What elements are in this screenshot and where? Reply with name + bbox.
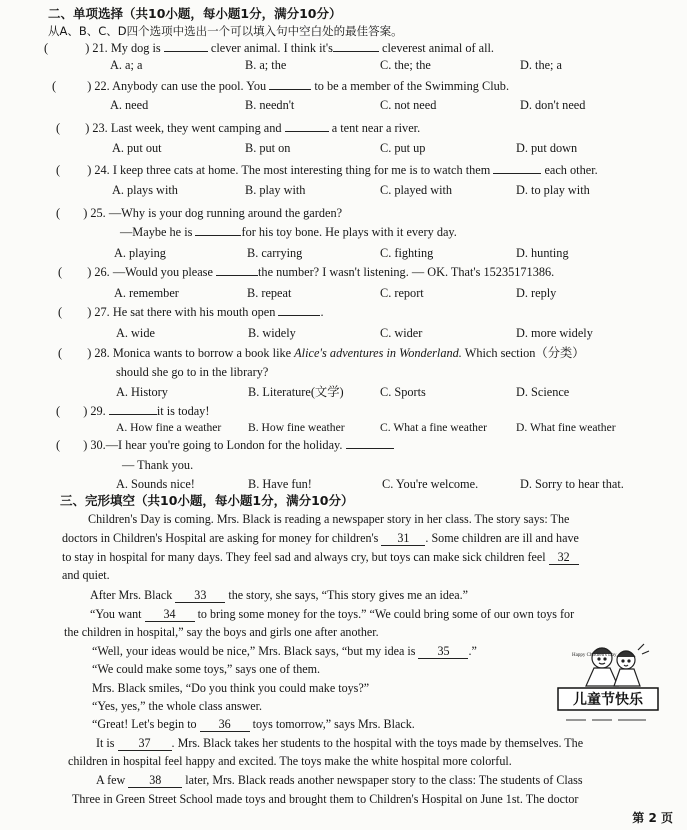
blank-36[interactable]: 36 <box>200 718 250 732</box>
passage-line <box>90 606 574 622</box>
page-number: 第 2 页 <box>632 811 673 825</box>
blank[interactable] <box>278 315 320 316</box>
paren-close: ) <box>85 121 90 135</box>
passage-line <box>62 549 579 565</box>
blank-38[interactable]: 38 <box>128 774 182 788</box>
blank[interactable] <box>346 448 394 449</box>
passage-line: Children's Day is coming. Mrs. Black is reading a newspaper story in her class. The story says: The <box>88 512 570 526</box>
book-title: Alice's adventures in Wonderland. <box>294 346 462 360</box>
passage-line: and quiet. <box>62 568 110 582</box>
option-a[interactable]: A. plays with <box>112 183 178 197</box>
paren-close: ) <box>87 79 92 93</box>
blank[interactable] <box>493 173 541 174</box>
paren-close: ) <box>83 438 88 452</box>
section2-instruction: 从A、B、C、D四个选项中选出一个可以填入句中空白处的最佳答案。 <box>48 24 403 38</box>
blank[interactable] <box>195 235 241 236</box>
paren-open: ( <box>58 265 63 279</box>
question-26 <box>58 265 554 280</box>
stem: 23. Last week, they went camping and <box>92 121 285 135</box>
passage-line <box>96 772 583 788</box>
option-c[interactable]: C. put up <box>380 141 426 155</box>
text: A few <box>96 773 129 787</box>
option-d[interactable]: D. put down <box>516 141 578 155</box>
stem: a tent near a river. <box>331 121 421 135</box>
option-c[interactable]: C. What a fine weather <box>380 421 487 434</box>
stem: 25. —Why is your dog running around the garden? <box>90 206 343 220</box>
blank[interactable] <box>285 131 329 132</box>
stem: it is today! <box>156 404 210 418</box>
stem: Which section（分类） <box>461 346 585 360</box>
question-27 <box>58 305 324 320</box>
option-c[interactable]: C. not need <box>380 98 437 112</box>
blank[interactable] <box>216 275 258 276</box>
blank-35[interactable]: 35 <box>418 645 468 659</box>
stem: cleverest animal of all. <box>382 41 495 55</box>
illustration-top-text: Happy Children's Day <box>572 653 617 658</box>
passage-line: “We could make some toys,” says one of them. <box>92 662 321 676</box>
option-a[interactable]: A. a; a <box>110 58 143 72</box>
stem: 27. He sat there with his mouth open <box>94 305 279 319</box>
question-22 <box>52 79 509 94</box>
option-b[interactable]: B. How fine weather <box>248 421 345 434</box>
blank-34[interactable]: 34 <box>145 608 195 622</box>
paren-close: ) <box>87 305 92 319</box>
option-c[interactable]: C. fighting <box>380 246 434 260</box>
question-24 <box>56 163 598 178</box>
paren-open: ( <box>56 438 61 452</box>
option-c[interactable]: C. the; the <box>380 58 431 72</box>
option-d[interactable]: D. the; a <box>520 58 563 72</box>
paren-open: ( <box>56 206 61 220</box>
blank[interactable] <box>333 51 379 52</box>
text: . Some children are ill and have <box>425 531 579 545</box>
paren-open: ( <box>44 41 49 55</box>
stem: 28. Monica wants to borrow a book like <box>94 346 295 360</box>
text: the story, she says, “This story gives me an idea.” <box>225 588 469 602</box>
paren-close: ) <box>87 163 92 177</box>
option-a[interactable]: A. playing <box>114 246 166 260</box>
stem: clever animal. I think it's <box>210 41 333 55</box>
option-b[interactable]: B. Literature(文学) <box>248 385 344 399</box>
option-a[interactable]: A. How fine a weather <box>116 421 222 434</box>
option-b[interactable]: B. play with <box>245 183 306 197</box>
option-d[interactable]: D. to play with <box>516 183 590 197</box>
passage-line: children in hospital feel happy and excited. The toys make the white hospital more colorful. <box>68 754 512 768</box>
text: toys tomorrow,” says Mrs. Black. <box>249 717 415 731</box>
option-c[interactable]: C. wider <box>380 326 423 340</box>
stem: 26. —Would you please <box>94 265 216 279</box>
option-b[interactable]: B. Have fun! <box>248 477 312 491</box>
paren-close: ) <box>87 265 92 279</box>
stem: 24. I keep three cats at home. The most interesting thing for me is to watch them <box>94 163 494 177</box>
option-b[interactable]: B. put on <box>245 141 291 155</box>
passage-line <box>90 587 468 603</box>
option-c[interactable]: C. Sports <box>380 385 426 399</box>
passage-line <box>96 735 583 751</box>
blank[interactable] <box>164 51 208 52</box>
option-d[interactable]: D. more widely <box>516 326 593 340</box>
passage-line <box>62 530 579 546</box>
stem: for his toy bone. He plays with it every day. <box>241 225 457 239</box>
text: .” <box>468 644 477 658</box>
option-d[interactable]: D. reply <box>516 286 557 300</box>
stem: the number? I wasn't listening. — OK. That's 15235171386. <box>258 265 555 279</box>
blank-31[interactable]: 31 <box>381 532 425 546</box>
paren-close: ) <box>83 206 88 220</box>
question-25-line2 <box>120 225 457 240</box>
question-29 <box>56 404 209 419</box>
option-d[interactable]: D. hunting <box>516 246 569 260</box>
option-a[interactable]: A. History <box>116 385 168 399</box>
stem: . <box>320 305 324 319</box>
question-30 <box>56 438 394 453</box>
text: “Well, your ideas would be nice,” Mrs. Black says, “but my idea is <box>92 644 419 658</box>
option-a[interactable]: A. put out <box>112 141 162 155</box>
blank-33[interactable]: 33 <box>175 589 225 603</box>
text: doctors in Children's Hospital are asking for money for children's <box>62 531 382 545</box>
paren-open: ( <box>56 121 61 135</box>
text: later, Mrs. Black reads another newspaper story to the class: The students of Class <box>182 773 583 787</box>
option-d[interactable]: D. don't need <box>520 98 586 112</box>
question-25 <box>56 206 342 221</box>
option-c[interactable]: C. played with <box>380 183 453 197</box>
text: After Mrs. Black <box>90 588 176 602</box>
text: to stay in hospital for many days. They feel sad and always cry, but toys can make sick children feel <box>62 550 549 564</box>
stem: 30.—I hear you're going to London for the holiday. <box>90 438 346 452</box>
text: It is <box>96 736 118 750</box>
stem: to be a member of the Swimming Club. <box>314 79 510 93</box>
text: to bring some money for the toys.” “We could bring some of our own toys for <box>194 607 575 621</box>
stem: 29. <box>90 404 109 418</box>
question-23 <box>56 121 420 136</box>
paren-close: ) <box>83 404 88 418</box>
passage-line <box>92 643 477 659</box>
option-a[interactable]: A. wide <box>116 326 155 340</box>
option-b[interactable]: B. needn't <box>245 98 295 112</box>
stem: 22. Anybody can use the pool. You <box>94 79 270 93</box>
paren-open: ( <box>56 163 61 177</box>
blank[interactable] <box>269 89 311 90</box>
option-d[interactable]: D. What fine weather <box>516 421 616 434</box>
passage-line: the children in hospital,” say the boys and girls one after another. <box>64 625 379 639</box>
section3-heading: 三、完形填空（共10小题，每小题1分，满分10分） <box>60 493 354 508</box>
option-b[interactable]: B. carrying <box>247 246 303 260</box>
stem: each other. <box>544 163 598 177</box>
text: “Great! Let's begin to <box>92 717 200 731</box>
blank-32[interactable]: 32 <box>549 551 579 565</box>
question-28-line2: should she go to in the library? <box>116 365 269 379</box>
paren-open: ( <box>52 79 57 93</box>
illustration-svg <box>550 640 668 736</box>
option-d[interactable]: D. Sorry to hear that. <box>520 477 624 491</box>
blank-37[interactable]: 37 <box>118 737 172 751</box>
paren-open: ( <box>56 404 61 418</box>
stem: —Maybe he is <box>120 225 196 239</box>
section2-heading: 二、单项选择（共10小题，每小题1分，满分10分） <box>48 6 342 21</box>
blank[interactable] <box>109 414 157 415</box>
option-c[interactable]: C. report <box>380 286 424 300</box>
passage-line: “Yes, yes,” the whole class answer. <box>92 699 263 713</box>
question-28 <box>58 346 585 361</box>
illustration-banner-text: 儿童节快乐 <box>573 692 643 708</box>
option-a[interactable]: A. remember <box>114 286 179 300</box>
paren-open: ( <box>58 305 63 319</box>
stem: 21. My dog is <box>92 41 164 55</box>
option-b[interactable]: B. widely <box>248 326 296 340</box>
text: “You want <box>90 607 145 621</box>
paren-close: ) <box>87 346 92 360</box>
passage-line: Three in Green Street School made toys and brought them to Children's Hospital on June 1st. The doctor <box>72 792 579 806</box>
paren-close: ) <box>85 41 90 55</box>
question-30-line2: — Thank you. <box>122 458 194 472</box>
question-21 <box>44 41 494 56</box>
paren-open: ( <box>58 346 63 360</box>
option-c[interactable]: C. You're welcome. <box>382 477 479 491</box>
option-a[interactable]: A. Sounds nice! <box>116 477 195 491</box>
option-b[interactable]: B. repeat <box>247 286 292 300</box>
childrens-day-illustration <box>550 640 668 736</box>
passage-line: Mrs. Black smiles, “Do you think you could make toys?” <box>92 681 370 695</box>
option-a[interactable]: A. need <box>110 98 149 112</box>
option-d[interactable]: D. Science <box>516 385 570 399</box>
passage-line <box>92 716 415 732</box>
text: . Mrs. Black takes her students to the hospital with the toys made by themselves. The <box>171 736 584 750</box>
option-b[interactable]: B. a; the <box>245 58 287 72</box>
